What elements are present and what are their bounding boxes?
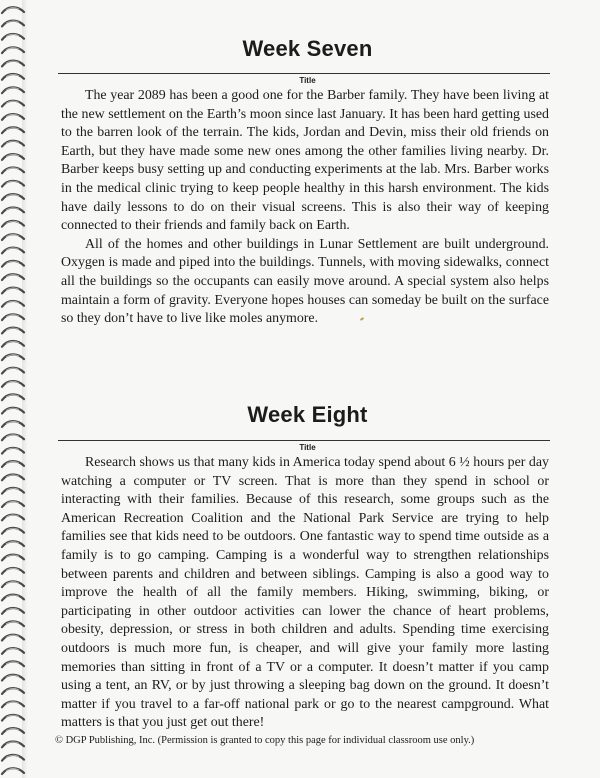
spiral-coil [2,7,24,13]
spiral-coil [2,301,24,307]
spiral-coil [2,595,24,601]
spiral-coil [2,621,24,627]
spiral-coil [2,421,24,427]
spiral-coil [2,328,24,334]
week-seven-title-line[interactable] [58,73,550,74]
spiral-coil [2,221,24,227]
week-eight-title-label: Title [299,443,316,452]
spiral-coil [2,341,24,347]
spiral-coil [2,688,24,694]
spiral-coil [2,127,24,133]
spiral-coil [2,515,24,521]
spiral-coil [2,555,24,561]
week-eight-paragraph-1: Research shows us that many kids in America today spend about 6 ½ hours per day watching a computer or TV screen. That is more than they spend in school or interacting with their families. Because of this research, some groups such as the American Recreation Coalition and the National Park Service are trying to help families see that kids need to be outdoors. One fantastic way to spend time outside as a family is to go camping. Camping is a wonderful way to strengthen relationships between parents and children and between siblings. Camping is also a good way to improve the health of all the family members. Hiking, swimming, biking, or participating in other outdoor activities can lower the chance of heart problems, obesity, depression, or stress in both children and adults. Spending time exercising outdoors is much more fun, is cheaper, and will give your family more lasting memories than sitting in front of a TV or a computer. It doesn’t matter if you camp using a tent, an RV, or by just throwing a sleeping bag down on the ground. It doesn’t matter if you travel to a far-off national park or go to the nearest campground. What matters is that you just get out there! [61,455,549,731]
spiral-coil [2,635,24,641]
spiral-coil [2,101,24,107]
week-seven-paragraph-1: The year 2089 has been a good one for the Barber family. They have been living at the new settlement on the Earth’s moon since last January. It has been hard getting used to the barren look of the terrain. The kids, Jordan and Devin, miss their old friends on Earth, but they have made some new ones among the other families living nearby. Dr. Barber keeps busy setting up and conducting experiments at the lab. Mrs. Barber works in the medical clinic trying to keep people healthy in this harsh environment. The kids have daily lessons to do on their visual screens. This is also their way of keeping connected to their friends and family back on Earth. [61,88,549,234]
binding-shadow [22,0,28,778]
spiral-coil [2,568,24,574]
spiral-coil [2,288,24,294]
spiral-coil [2,154,24,160]
spiral-coil [2,354,24,360]
spiral-coil [2,114,24,120]
spiral-coil [2,768,24,774]
week-seven-passage [61,87,549,329]
spiral-coil [2,434,24,440]
spiral-coil [2,381,24,387]
spiral-coil [2,21,24,27]
spiral-coil [2,448,24,454]
week-eight-heading: Week Eight [247,402,368,427]
spiral-coil [2,581,24,587]
spiral-coil [2,141,24,147]
spiral-coil [2,648,24,654]
week-eight-passage [61,454,549,733]
spiral-coil [2,701,24,707]
week-eight-title-line[interactable] [58,440,550,441]
spiral-coil [2,87,24,93]
spiral-coil [2,608,24,614]
spiral-coil [2,368,24,374]
spiral-coil [2,488,24,494]
spiral-coil [2,47,24,53]
spiral-coil [2,208,24,214]
spiral-coil [2,742,24,748]
spiral-coil [2,408,24,414]
spiral-coil [2,394,24,400]
spiral-coil [2,181,24,187]
week-seven-paragraph-2: All of the homes and other buildings in Lunar Settlement are built underground. Oxygen is made and piped into the buildings. Tunnels, with moving sidewalks, connect all the buildings so the occupants can easily move around. A special system also helps maintain a form of gravity. Everyone hopes houses can someday be built on the surface so they don’t have to live like moles anymore. [61,236,549,327]
worksheet-page [55,0,560,778]
spiral-coil [2,475,24,481]
spiral-coil [2,728,24,734]
spiral-coil [2,675,24,681]
copyright-footer: © DGP Publishing, Inc. (Permission is granted to copy this page for individual classroom use only.) [55,735,475,746]
spiral-coil [2,248,24,254]
spiral-coil [2,314,24,320]
spiral-coil [2,61,24,67]
week-seven-title-label: Title [299,76,316,85]
spiral-coil [2,715,24,721]
spiral-coil [2,461,24,467]
week-seven-heading: Week Seven [242,36,373,61]
spiral-coil [2,34,24,40]
spiral-coil [2,194,24,200]
spiral-coil [2,528,24,534]
spiral-coil [2,274,24,280]
spiral-coil [2,501,24,507]
spiral-coil [2,74,24,80]
spiral-coil [2,541,24,547]
spiral-coil [2,755,24,761]
spiral-coil [2,261,24,267]
spiral-coil [2,234,24,240]
spiral-coil [2,167,24,173]
spiral-coil [2,661,24,667]
